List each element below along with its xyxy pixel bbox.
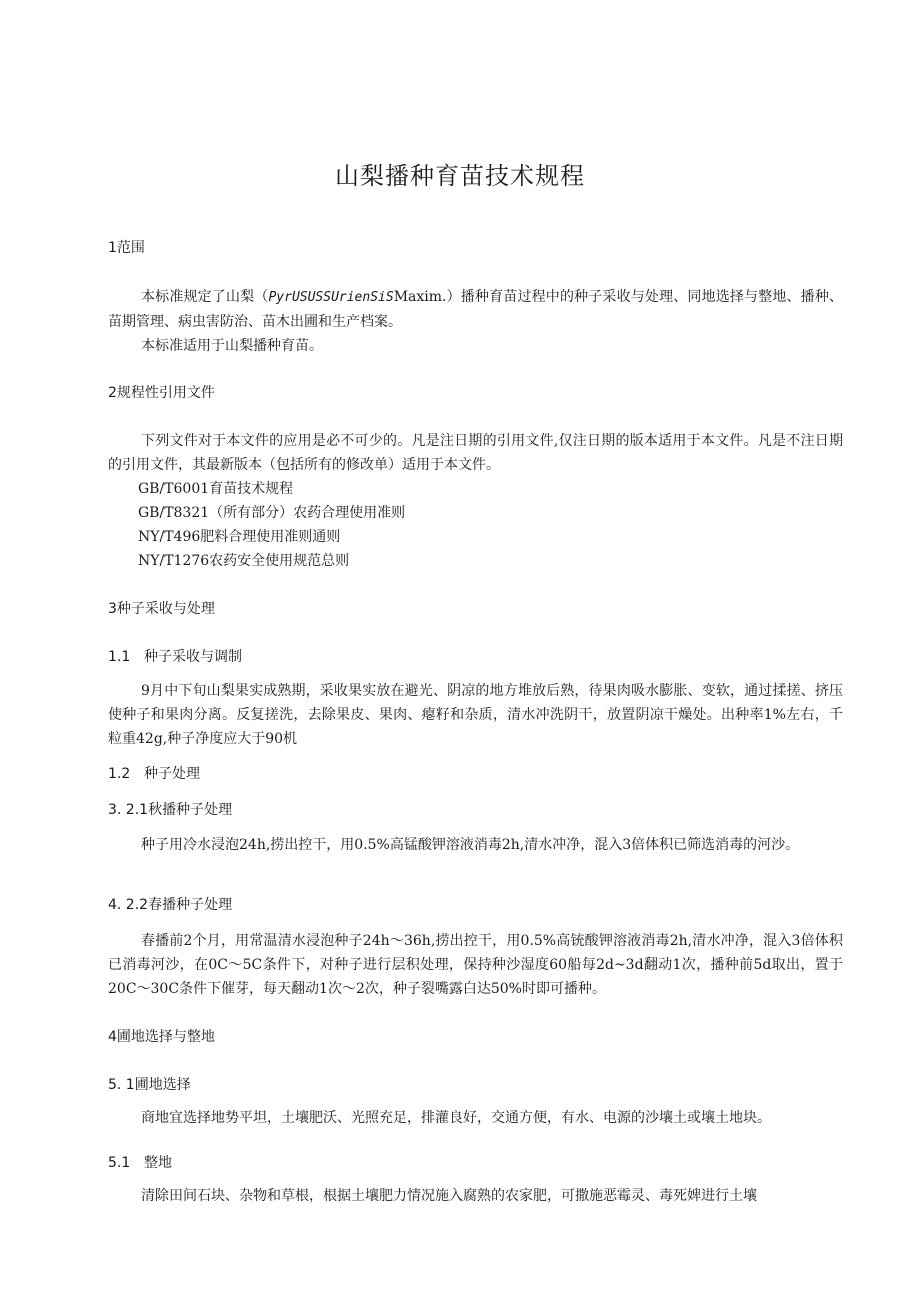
reference-item: GB/T6001育苗技术规程 bbox=[138, 481, 294, 497]
section-2-heading: 2规程性引用文件 bbox=[108, 385, 215, 401]
subsection-title: 整地 bbox=[144, 1155, 172, 1171]
subsection-number: 1.1 bbox=[108, 649, 131, 665]
subsection-land-prep-paragraph: 清除田间石块、杂物和草根，根据土壤肥力情况施入腐熟的农家肥，可撒施恶霉灵、毒死婢进行土壤 bbox=[141, 1188, 757, 1204]
section-4-heading: 4圃地选择与整地 bbox=[108, 1029, 215, 1045]
subsection-spring-paragraph: 春播前2个月，用常温清水浸泡种子24h～36h,捞出控干，用0.5%高铳酸钾溶液消毒2h,清水冲净，混入3倍体积已消毒河沙，在0C～5C条件下，对种子进行层积处理，保持种沙湿度60船每2d~3d翻动1次，播种前5d取出，置于20C～30C条件下催芽，每天翻动1次～2次，种子裂嘴露白达50%时即可播种。 bbox=[108, 933, 843, 997]
latin-species-name: PyrUSUSSUrienSiS bbox=[268, 290, 394, 305]
section-1-paragraph-1 bbox=[108, 285, 843, 334]
subsection-autumn-heading: 3. 2.1秋播种子处理 bbox=[108, 802, 233, 818]
subsection-1-1-paragraph: 9月中下旬山梨果实成熟期，采收果实放在避光、阴凉的地方堆放后熟，待果肉吸水膨胀、变软，通过揉搓、挤压使种子和果肉分离。反复搓洗，去除果皮、果肉、瘪籽和杂质，清水冲洗阴干，放置阴凉干燥处。出种率1%左右，千粒重42g,种子净度应大于90机 bbox=[108, 683, 843, 747]
section-3-heading: 3种子采收与处理 bbox=[108, 601, 215, 617]
section-1-heading: 1范围 bbox=[108, 240, 145, 256]
section-1-paragraph-2: 本标准适用于山梨播种育苗。 bbox=[141, 338, 323, 354]
subsection-nursery-heading: 5. 1圃地选择 bbox=[108, 1077, 191, 1093]
subsection-number: 5.1 bbox=[108, 1155, 131, 1171]
subsection-spring-heading: 4. 2.2春播种子处理 bbox=[108, 897, 233, 913]
scope-text-lead: 本标准规定了山梨（ bbox=[141, 289, 269, 305]
subsection-title: 种子采收与调制 bbox=[144, 649, 242, 665]
subsection-title: 种子处理 bbox=[144, 766, 200, 782]
scope-text-rest: Maxim.）播种育苗过程中的种子采收与处理、同地选择与整地、播种、苗期管理、病虫害防治、苗木出圃和生产档案。 bbox=[108, 289, 844, 330]
subsection-1-1-heading bbox=[108, 645, 843, 669]
subsection-number: 1.2 bbox=[108, 766, 131, 782]
document-title: 山梨播种育苗技术规程 bbox=[335, 162, 585, 190]
subsection-nursery-paragraph: 商地宜选择地势平坦，土壤肥沃、光照充足，排灌良好，交通方便，有水、电源的沙壤土或壤土地块。 bbox=[141, 1110, 771, 1126]
reference-item: GB/T8321（所有部分）农药合理使用准则 bbox=[138, 505, 406, 521]
subsection-autumn-paragraph: 种子用冷水浸泡24h,捞出控干，用0.5%高锰酸钾溶液消毒2h,清水冲净，混入3倍体积已筛选消毒的河沙。 bbox=[141, 837, 800, 853]
section-2-paragraph: 下列文件对于本文件的应用是必不可少的。凡是注日期的引用文件,仅注日期的版本适用于本文件。凡是不注日期的引用文件，其最新版本（包括所有的修改单）适用于本文件。 bbox=[108, 433, 843, 473]
subsection-land-prep-heading bbox=[108, 1151, 843, 1175]
reference-item: NY/T496肥料合理使用准则通则 bbox=[138, 529, 341, 545]
subsection-1-2-heading bbox=[108, 762, 843, 786]
reference-item: NY/T1276农药安全使用规范总则 bbox=[138, 553, 350, 569]
